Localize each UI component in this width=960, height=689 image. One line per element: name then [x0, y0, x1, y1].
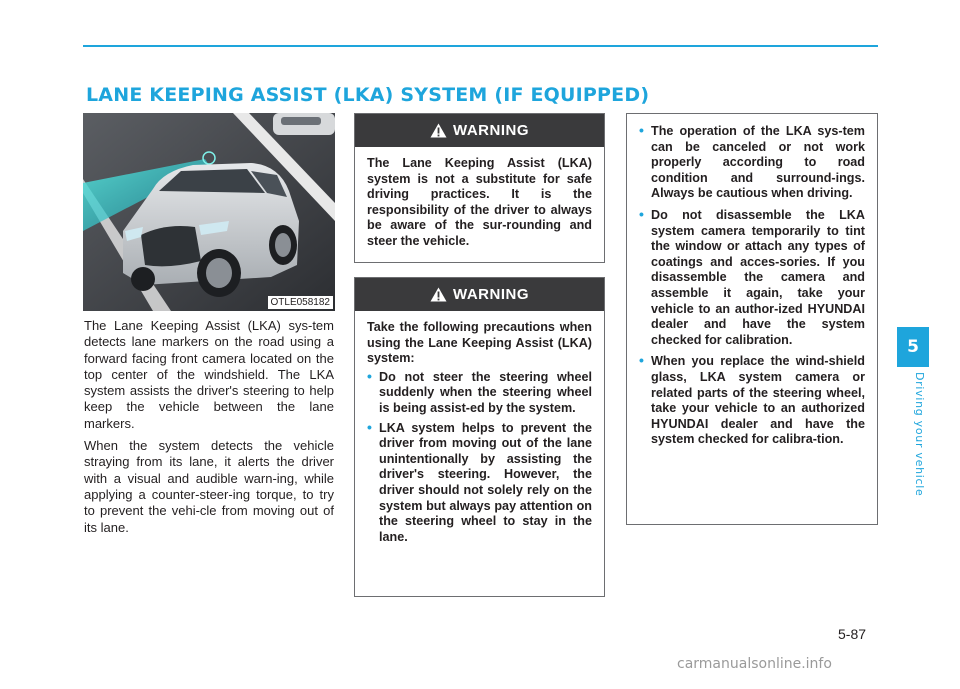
- warning-triangle-icon: [430, 287, 447, 302]
- lka-illustration: [83, 113, 335, 311]
- warning-box-1: [354, 113, 605, 263]
- warning-box-continued: [626, 113, 878, 525]
- warning-header: [355, 278, 604, 311]
- warning-header: [355, 114, 604, 147]
- section-title: LANE KEEPING ASSIST (LKA) SYSTEM (IF EQUIPPED): [86, 84, 650, 106]
- warning-body: [627, 114, 877, 462]
- chapter-tab[interactable]: 5: [897, 327, 929, 367]
- intro-paragraph: The Lane Keeping Assist (LKA) sys-tem detects lane markers on the road using a forward facing front camera located on the top center of the windshield. The LKA system assists the driver's steering to help keep the vehicle between the lane markers.: [84, 318, 334, 431]
- warning-text: The Lane Keeping Assist (LKA) system is not a substitute for safe driving practices. It is the responsibility of the driver to always be aware of the sur-rounding and steer the vehicle.: [367, 156, 592, 248]
- warning-body: [355, 147, 604, 261]
- intro-paragraph: When the system detects the vehicle straying from its lane, it alerts the driver with a visual and audible warn-ing, while applying a counter-steer-ing torque, to try to prevent the vehi-cle from moving out of its lane.: [84, 438, 334, 535]
- list-item: • Do not steer the steering wheel suddenly when the steering wheel is being assist-ed by the system.: [367, 370, 592, 417]
- list-item: • The operation of the LKA sys-tem can be canceled or not work properly according to road condition and surround-ings. Always be cautious when driving.: [639, 124, 865, 202]
- intro-text: [84, 318, 334, 542]
- chapter-label: Driving your vehicle: [913, 372, 926, 497]
- warning-list: [639, 124, 865, 448]
- warning-intro: Take the following precautions when using the Lane Keeping Assist (LKA) system:: [367, 320, 592, 366]
- figure-code: OTLE058182: [268, 296, 334, 309]
- watermark: carmanualsonline.info: [677, 656, 832, 672]
- warning-body: [355, 311, 604, 557]
- list-item: • LKA system helps to prevent the driver from moving out of the lane unintentionally by assisting the driver's steering. However, the driver should not solely rely on the system but always pay attention on the steering wheel to stay in the lane.: [367, 421, 592, 546]
- warning-heading: WARNING: [453, 286, 529, 303]
- warning-box-2: [354, 277, 605, 597]
- list-item: • When you replace the wind-shield glass, LKA system camera or related parts of the steering wheel, take your vehicle to an authorized HYUNDAI dealer and have the system checked for calibra-tion.: [639, 354, 865, 448]
- header-rule: [83, 45, 878, 47]
- warning-list: [367, 370, 592, 546]
- list-item: • Do not disassemble the LKA system camera temporarily to tint the window or attach any types of coatings and acces-sories. If you disassemble the camera and assemble it again, take your vehicle to an author-ized HYUNDAI dealer and have the system checked for calibration.: [639, 208, 865, 348]
- warning-heading: WARNING: [453, 122, 529, 139]
- car-on-road-image: [83, 113, 335, 311]
- warning-triangle-icon: [430, 123, 447, 138]
- page-number: 5-87: [838, 626, 867, 642]
